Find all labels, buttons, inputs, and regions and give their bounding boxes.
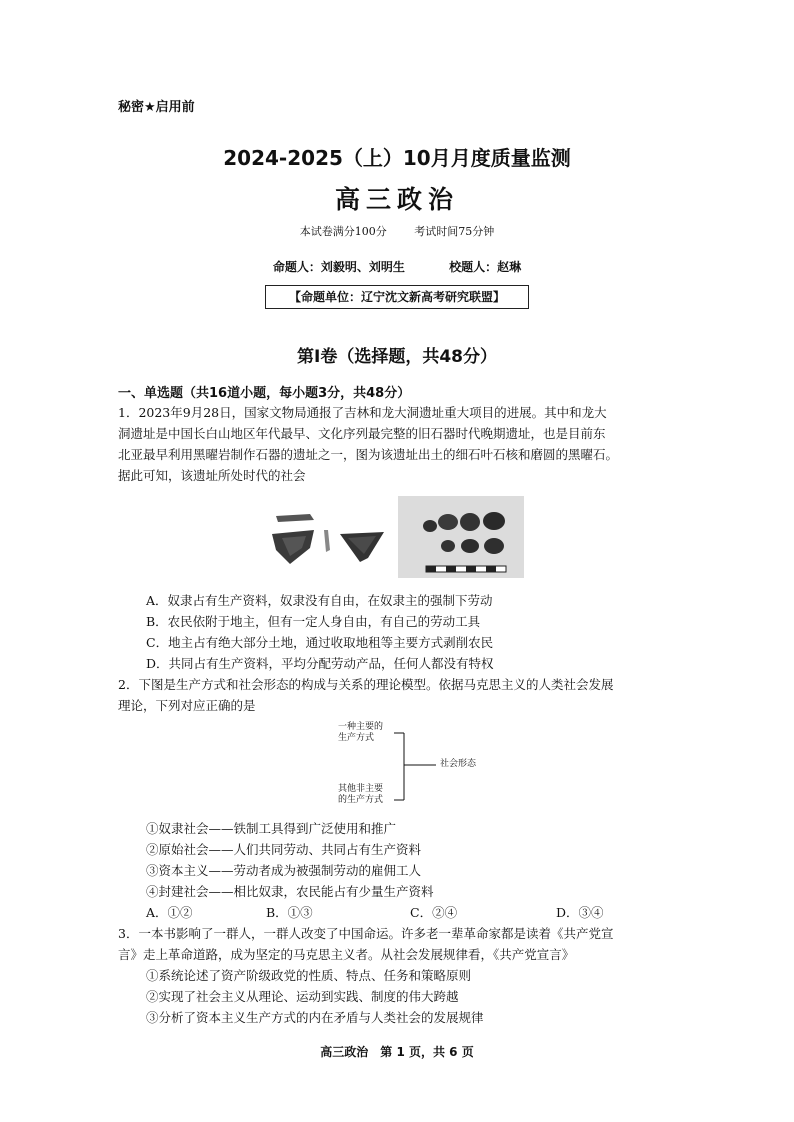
q3-line: 3．一本书影响了一群人，一群人改变了中国命运。许多老一辈革命家都是读着《共产党宣	[118, 926, 614, 941]
diagram-top-label-1: 一种主要的	[338, 722, 384, 732]
full-score: 本试卷满分100分	[299, 225, 387, 238]
q2-statement-1: ①奴隶社会——铁制工具得到广泛使用和推广	[146, 821, 397, 836]
question-3-stem	[118, 923, 686, 965]
section-title: 一、单选题（共16道小题，每小题3分，共48分）	[118, 386, 411, 401]
q2-line: 2．下图是生产方式和社会形态的构成与关系的理论模型。依据马克思主义的人类社会发展	[118, 677, 614, 692]
stone-artifacts-photo	[268, 504, 392, 572]
diagram-bracket	[394, 720, 440, 810]
authors-line	[0, 258, 794, 275]
question-1-stem	[118, 402, 686, 486]
mode-of-production-diagram	[338, 720, 488, 810]
diagram-bottom-label-1: 其他非主要	[338, 784, 384, 794]
q1-line: 北亚最早利用黑曜岩制作石器的遗址之一，图为该遗址出土的细石叶石核和磨圆的黑曜石。	[118, 447, 619, 462]
q3-statement-1: ①系统论述了资产阶级政党的性质、特点、任务和策略原则	[146, 968, 472, 983]
q3-line: 言》走上革命道路，成为坚定的马克思主义者。从社会发展规律看，《共产党宣言》	[118, 947, 575, 962]
diagram-right-label: 社会形态	[440, 759, 477, 769]
q2-choice-a: A．①②	[146, 905, 193, 920]
q1-line: 1．2023年9月28日，国家文物局通报了吉林和龙大洞遗址重大项目的进展。其中和龙大	[118, 405, 607, 420]
exam-time: 考试时间75分钟	[414, 225, 495, 238]
q2-statement-3: ③资本主义——劳动者成为被强制劳动的雇佣工人	[146, 863, 422, 878]
setters: 命题人：刘毅明、刘明生	[272, 260, 405, 274]
q2-statement-4: ④封建社会——相比奴隶，农民能占有少量生产资料	[146, 884, 434, 899]
q2-line: 理论，下列对应正确的是	[118, 698, 256, 713]
page-footer: 高三政治 第 1 页，共 6 页	[320, 1045, 474, 1059]
exam-info	[0, 223, 794, 239]
q1-line: 洞遗址是中国长白山地区年代最早、文化序列最完整的旧石器时代晚期遗址，也是目前东	[118, 426, 606, 441]
q2-choice-c: C．②④	[410, 905, 458, 920]
exam-title: 2024-2025（上）10月月度质量监测	[223, 146, 571, 170]
question-2-stem	[118, 674, 686, 716]
q2-choice-b: B．①③	[266, 905, 313, 920]
q3-statement-2: ②实现了社会主义从理论、运动到实践、制度的伟大跨越	[146, 989, 459, 1004]
unit-box: 【命题单位：辽宁沈文新高考研究联盟】	[265, 285, 529, 309]
q1-option-a: A．奴隶占有生产资料，奴隶没有自由，在奴隶主的强制下劳动	[146, 593, 493, 608]
confidential-label: 秘密★启用前	[118, 100, 195, 115]
part-title: 第Ⅰ卷（选择题，共48分）	[297, 347, 497, 367]
subject-title: 高三政治	[334, 185, 459, 214]
q2-choice-d: D．③④	[556, 905, 604, 920]
q2-statement-2: ②原始社会——人们共同劳动、共同占有生产资料	[146, 842, 422, 857]
reviewer: 校题人：赵琳	[449, 260, 522, 274]
q1-option-d: D．共同占有生产资料，平均分配劳动产品，任何人都没有特权	[146, 656, 494, 671]
q1-option-b: B．农民依附于地主，但有一定人身自由，有自己的劳动工具	[146, 614, 481, 629]
q1-option-c: C．地主占有绝大部分土地，通过收取地租等主要方式剥削农民	[146, 635, 494, 650]
diagram-top-label-2: 生产方式	[338, 733, 375, 743]
q1-line: 据此可知，该遗址所处时代的社会	[118, 468, 306, 483]
q3-statement-3: ③分析了资本主义生产方式的内在矛盾与人类社会的发展规律	[146, 1010, 484, 1025]
diagram-bottom-label-2: 的生产方式	[338, 795, 384, 805]
obsidian-pebbles-photo	[398, 496, 524, 578]
